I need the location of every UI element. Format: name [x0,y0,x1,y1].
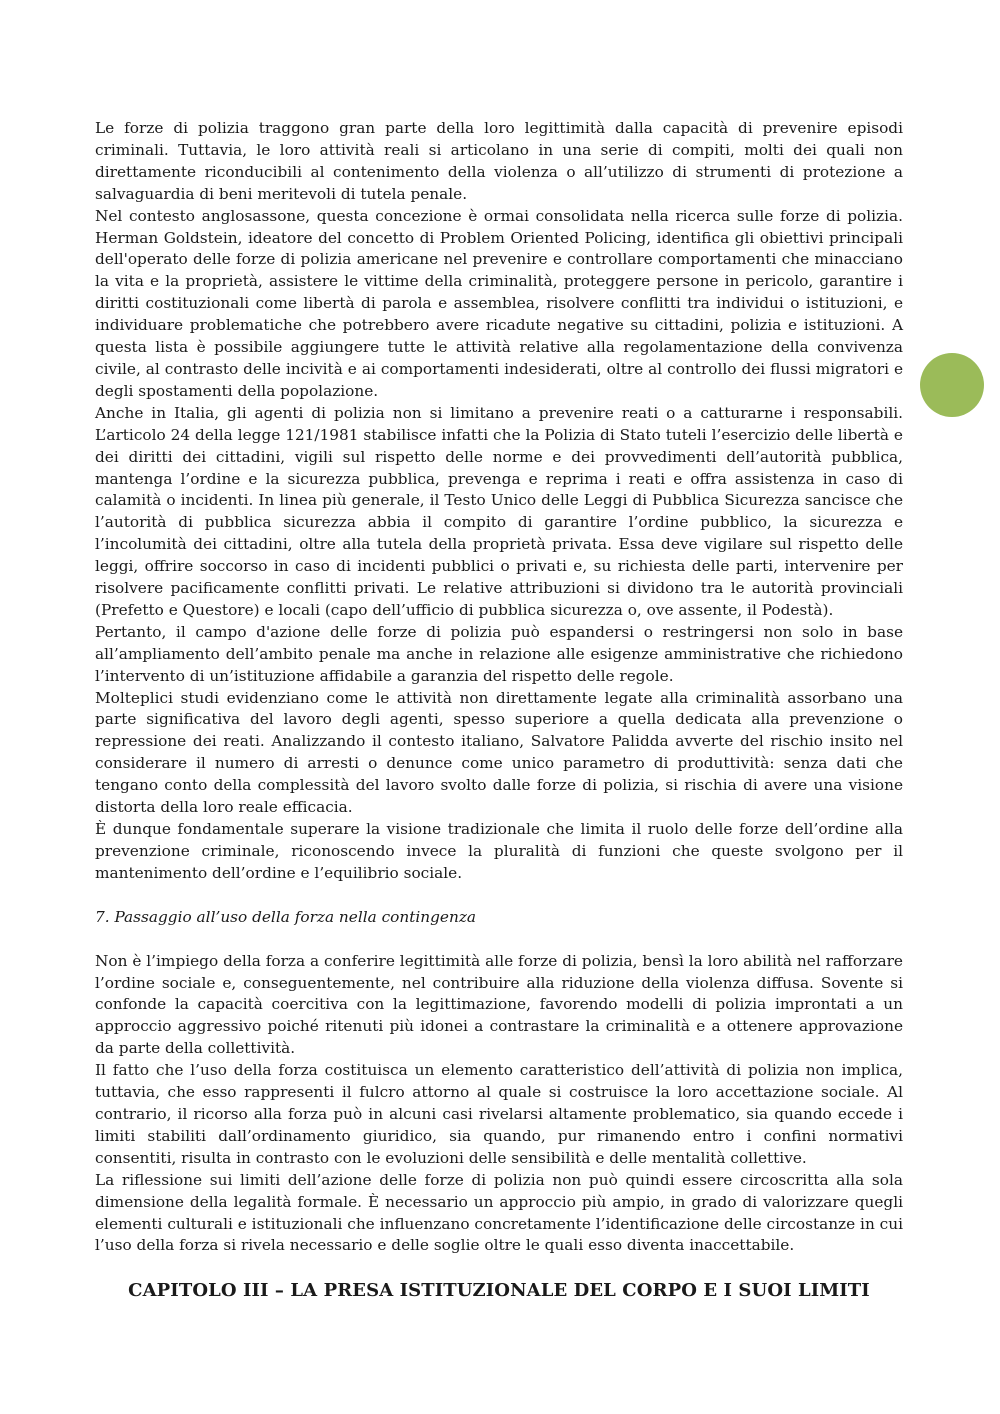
paragraph: È dunque fondamentale superare la visione tradizionale che limita il ruolo delle forze dell’ordine alla prevenzione criminale, riconoscendo invece la pluralità di funzioni che queste svolgono per il mantenimento dell’ordine e l’equilibrio sociale. [95,820,903,882]
section-heading: 7. Passaggio all’uso della forza nella contingenza [95,907,476,926]
paragraph: Anche in Italia, gli agenti di polizia non si limitano a prevenire reati o a catturarne i responsabili. L’articolo 24 della legge 121/1981 stabilisce infatti che la Polizia di Stato tuteli l’esercizio delle libertà e dei diritti dei cittadini, vigili sul rispetto delle norme e dei provvedimenti dell’autorità pubblica, mantenga l’ordine e la sicurezza pubblica, prevenga e reprima i reati e offra assistenza in caso di calamità o incidenti. In linea più generale, il Testo Unico delle Leggi di Pubblica Sicurezza sancisce che l’autorità di pubblica sicurezza abbia il compito di garantire l’ordine pubblico, la sicurezza e l’incolumità dei cittadini, oltre alla tutela della proprietà privata. Essa deve vigilare sul rispetto delle leggi, offrire soccorso in caso di incidenti pubblici o privati e, su richiesta delle parti, intervenire per risolvere pacificamente conflitti privati. Le relative attribuzioni si dividono tra le autorità provinciali (Prefetto e Questore) e locali (capo dell’ufficio di pubblica sicurezza o, ove assente, il Podestà). [95,403,903,619]
paragraph: Molteplici studi evidenziano come le attività non direttamente legate alla criminalità assorbano una parte significativa del lavoro degli agenti, spesso superiore a quella dedicata alla prevenzione o repressione dei reati. Analizzando il contesto italiano, Salvatore Palidda avverte del rischio insito nel considerare il numero di arresti o denunce come unico parametro di produttività: senza dati che tengano conto della complessità del lavoro svolto dalle forze di polizia, si rischia di avere una visione distorta della loro reale efficacia. [95,688,903,817]
paragraph: Pertanto, il campo d'azione delle forze di polizia può espandersi o restringersi non solo in base all’ampliamento dell’ambito penale ma anche in relazione alle esigenze amministrative che richiedono l’intervento di un’istituzione affidabile a garanzia del rispetto delle regole. [95,622,903,685]
paragraph: La riflessione sui limiti dell’azione delle forze di polizia non può quindi essere circoscritta alla sola dimensione della legalità formale. È necessario un approccio più ampio, in grado di valorizzare quegli elementi culturali e istituzionali che influenzano concretamente l’identificazione delle circostanze in cui l’uso della forza si rivela necessario e delle soglie oltre le quali esso diventa inaccettabile. [95,1170,903,1255]
paragraph: Le forze di polizia traggono gran parte della loro legittimità dalla capacità di prevenire episodi criminali. Tuttavia, le loro attività reali si articolano in una serie di compiti, molti dei quali non direttamente riconducibili al contenimento della violenza o all’utilizzo di strumenti di protezione a salvaguardia di beni meritevoli di tutela penale. [95,119,903,203]
chapter-title: CAPITOLO III – LA PRESA ISTITUZIONALE DEL CORPO E I SUOI LIMITI [128,1280,870,1302]
page-marker-dot [920,353,984,417]
paragraph: Il fatto che l’uso della forza costituisca un elemento caratteristico dell’attività di polizia non implica, tuttavia, che esso rappresenti il fulcro attorno al quale si costruisce la loro accettazione sociale. Al contrario, il ricorso alla forza può in alcuni casi rivelarsi altamente problematico, sia quando eccede i limiti stabiliti dall’ordinamento giuridico, sia quando, pur rimanendo entro i confini normativi consentiti, risulta in contrasto con le evoluzioni delle sensibilità e delle mentalità collettive. [95,1061,903,1167]
paragraph: Nel contesto anglosassone, questa concezione è ormai consolidata nella ricerca sulle forze di polizia. Herman Goldstein, ideatore del concetto di Problem Oriented Policing, identifica gli obiettivi principali dell'operato delle forze di polizia americane nel prevenire e controllare comportamenti che minacciano la vita e la proprietà, assistere le vittime della criminalità, proteggere persone in pericolo, garantire i diritti costituzionali come libertà di parola e assemblea, risolvere conflitti tra individui o istituzioni, e individuare problematiche che potrebbero avere ricadute negative su cittadini, polizia e istituzioni. A questa lista è possibile aggiungere tutte le attività relative alla regolamentazione della convivenza civile, al contrasto delle incività e ai comportamenti indesiderati, oltre al controllo dei flussi migratori e degli spostamenti della popolazione. [95,206,903,400]
paragraph: Non è l’impiego della forza a conferire legittimità alle forze di polizia, bensì la loro abilità nel rafforzare l’ordine sociale e, conseguentemente, nel contribuire alla riduzione della violenza diffusa. Sovente si confonde la capacità coercitiva con la legittimazione, favorendo modelli di polizia improntati a un approccio aggressivo poiché ritenuti più idonei a contrastare la criminalità e a ottenere approvazione da parte della collettività. [95,951,903,1058]
document-page [95,118,903,1303]
